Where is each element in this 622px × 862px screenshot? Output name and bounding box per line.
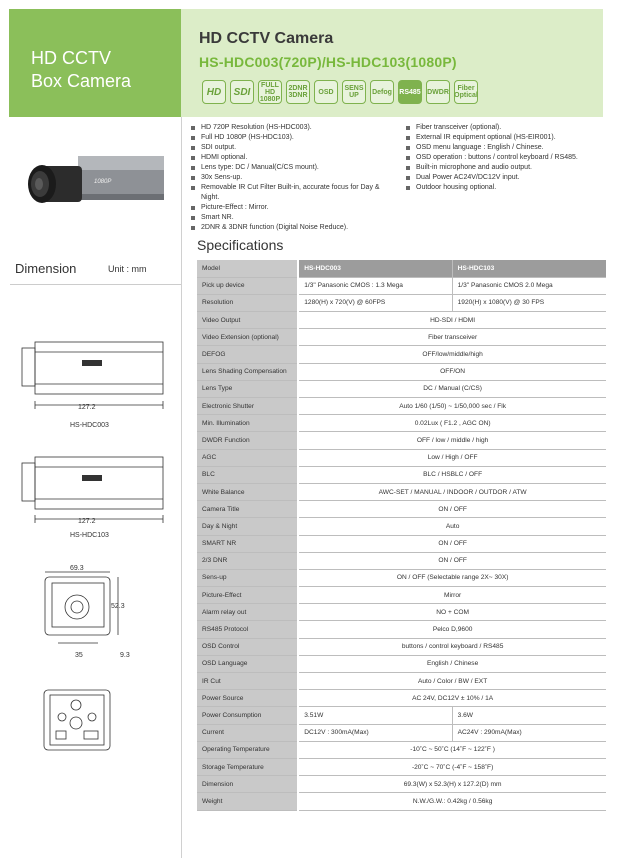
spec-value: -10˚C ~ 50˚C (14˚F ~ 122˚F ) [298,741,606,758]
spec-value: Mirror [298,587,606,604]
spec-label: Electronic Shutter [197,398,298,415]
spec-row [197,621,606,638]
spec-title: Specifications [197,237,284,253]
spec-value: BLC / HSBLC / OFF [298,466,606,483]
defog-icon: Defog [370,80,394,104]
spec-value: English / Chinese [298,655,606,672]
feature-list-right [406,123,606,193]
spec-label: Weight [197,793,298,810]
spec-row [197,466,606,483]
dwdr-icon: DWDR [426,80,450,104]
spec-row [197,707,606,724]
sdi-icon: SDI [230,80,254,104]
spec-value: Auto [298,518,606,535]
spec-row [197,518,606,535]
header-product-panel [181,9,603,117]
sens-up-icon: SENS UP [342,80,366,104]
spec-label: DWDR Function [197,432,298,449]
spec-row [197,380,606,397]
feature-item: OSD operation : buttons / control keyboard / RS485. [406,153,606,163]
spec-row [197,449,606,466]
spec-value: Fiber transceiver [298,329,606,346]
spec-row [197,690,606,707]
svg-text:1080P: 1080P [94,179,112,185]
spec-label: Min. Illumination [197,415,298,432]
spec-row [197,398,606,415]
spec-value: OFF/ON [298,363,606,380]
spec-value-hdc003: HS-HDC003 [298,260,452,277]
spec-label: OSD Language [197,655,298,672]
spec-value: buttons / control keyboard / RS485 [298,638,606,655]
spec-row [197,260,606,277]
spec-value-hdc003: DC12V : 300mA(Max) [298,724,452,741]
spec-row [197,535,606,552]
spec-value: ON / OFF (Selectable range 2X~ 30X) [298,569,606,586]
spec-label: Camera Title [197,501,298,518]
spec-row [197,673,606,690]
spec-value-hdc103: AC24V : 290mA(Max) [452,724,606,741]
caption-hdc003: HS-HDC003 [70,422,109,429]
spec-label: Sens-up [197,569,298,586]
spec-value: DC / Manual (C/CS) [298,380,606,397]
dimension-drawings [10,285,181,858]
caption-hdc103: HS-HDC103 [70,532,109,539]
dimension-title: Dimension [15,261,77,276]
spec-value: OFF / low / middle / high [298,432,606,449]
feature-icons [202,80,478,104]
spec-value-hdc003: 3.51W [298,707,452,724]
spec-value: ON / OFF [298,501,606,518]
2dnr-3dnr-icon: 2DNR 3DNR [286,80,310,104]
front-view-width: 69.3 [70,565,84,572]
spec-label: DEFOG [197,346,298,363]
feature-item: SDI output. [191,143,391,153]
spec-value-hdc003: 1/3" Panasonic CMOS : 1.3 Mega [298,277,452,294]
hd-icon: HD [202,80,226,104]
feature-item: 2DNR & 3DNR function (Digital Noise Reduce). [191,223,391,233]
spec-value-hdc003: 1280(H) x 720(V) @ 60FPS [298,294,452,311]
spec-label: Power Consumption [197,707,298,724]
feature-item: External IR equipment optional (HS-EIR001). [406,133,606,143]
spec-row [197,312,606,329]
feature-item: Outdoor housing optional. [406,183,606,193]
feature-item: HDMI optional. [191,153,391,163]
spec-value: ON / OFF [298,535,606,552]
spec-value: -20˚C ~ 70˚C (-4˚F ~ 158˚F) [298,758,606,775]
spec-label: Resolution [197,294,298,311]
spec-label: Dimension [197,776,298,793]
spec-value: Low / High / OFF [298,449,606,466]
spec-value: 0.02Lux ( F1.2 , AGC ON) [298,415,606,432]
fiber-option-icon: Fiber Optical [454,80,478,104]
spec-label: Video Extension (optional) [197,329,298,346]
spec-label: RS485 Protocol [197,621,298,638]
spec-row [197,655,606,672]
spec-label: Current [197,724,298,741]
spec-value: Auto / Color / BW / EXT [298,673,606,690]
feature-item: Fiber transceiver (optional). [406,123,606,133]
spec-label: BLC [197,466,298,483]
spec-row [197,277,606,294]
spec-row [197,604,606,621]
spec-value-hdc103: HS-HDC103 [452,260,606,277]
full-hd-icon: FULL HD 1080P [259,81,281,103]
spec-label: Lens Type [197,380,298,397]
spec-label: AGC [197,449,298,466]
feature-item: 30x Sens-up. [191,173,391,183]
spec-label: Pick up device [197,277,298,294]
spec-row [197,501,606,518]
spec-value: ON / OFF [298,552,606,569]
spec-row [197,346,606,363]
spec-label: SMART NR [197,535,298,552]
category-line2: Box Camera [31,71,132,91]
front-view-height: 52.3 [111,603,125,610]
spec-row [197,776,606,793]
feature-item: OSD menu language : English / Chinese. [406,143,606,153]
spec-row [197,638,606,655]
spec-row [197,552,606,569]
spec-value-hdc103: 1/3" Panasonic CMOS 2.0 Mega [452,277,606,294]
category-title [31,47,131,93]
feature-item: Dual Power AC24V/DC12V input. [406,173,606,183]
spec-label: Model [197,260,298,277]
camera-photo [22,150,167,225]
spec-row [197,483,606,500]
spec-row [197,724,606,741]
feature-item: Picture-Effect : Mirror. [191,203,391,213]
feature-item: Removable IR Cut Filter Built-in, accurate focus for Day & Night. [191,183,391,203]
feature-item: Built-in microphone and audio output. [406,163,606,173]
front-view-side: 9.3 [120,652,130,659]
spec-row [197,363,606,380]
spec-value: 69.3(W) x 52.3(H) x 127.2(D) mm [298,776,606,793]
header-category-panel [9,9,181,117]
spec-value: Auto 1/60 (1/50) ~ 1/50,000 sec / Flk [298,398,606,415]
spec-row [197,432,606,449]
spec-row [197,587,606,604]
spec-row [197,415,606,432]
spec-label: Video Output [197,312,298,329]
rs485-icon: RS485 [398,80,422,104]
front-view-bottom: 35 [75,652,83,659]
spec-row [197,758,606,775]
spec-value-hdc103: 1920(H) x 1080(V) @ 30 FPS [452,294,606,311]
spec-value: AWC-SET / MANUAL / INDOOR / OUTDOR / ATW [298,483,606,500]
spec-label: Power Source [197,690,298,707]
osd-icon: OSD [314,80,338,104]
feature-item: HD 720P Resolution (HS-HDC003). [191,123,391,133]
spec-value: HD-SDI / HDMI [298,312,606,329]
spec-label: Picture-Effect [197,587,298,604]
spec-row [197,569,606,586]
spec-row [197,793,606,810]
spec-label: Storage Temperature [197,758,298,775]
spec-label: Lens Shading Compensation [197,363,298,380]
side-view-length-1: 127.2 [78,404,96,411]
side-view-length-2: 127.2 [78,518,96,525]
column-divider [181,117,182,858]
spec-label: Operating Temperature [197,741,298,758]
spec-table [197,260,606,811]
dimension-unit: Unit : mm [108,264,147,274]
feature-list-left [191,123,391,233]
spec-row [197,741,606,758]
spec-value: AC 24V, DC12V ± 10% / 1A [298,690,606,707]
feature-item: Lens type: DC / Manual(C/CS mount). [191,163,391,173]
spec-value-hdc103: 3.6W [452,707,606,724]
feature-item: Smart NR. [191,213,391,223]
spec-label: IR Cut [197,673,298,690]
spec-row [197,294,606,311]
spec-label: Alarm relay out [197,604,298,621]
spec-row [197,329,606,346]
spec-value: OFF/low/middle/high [298,346,606,363]
spec-value: N.W./G.W.: 0.42kg / 0.56kg [298,793,606,810]
spec-label: White Balance [197,483,298,500]
spec-label: 2/3 DNR [197,552,298,569]
spec-value: NO + COM [298,604,606,621]
spec-value: Pelco D,9600 [298,621,606,638]
spec-label: Day & Night [197,518,298,535]
product-models: HS-HDC003(720P)/HS-HDC103(1080P) [199,54,457,70]
category-line1: HD CCTV [31,48,111,68]
spec-label: OSD Control [197,638,298,655]
feature-item: Full HD 1080P (HS-HDC103). [191,133,391,143]
product-title: HD CCTV Camera [199,30,334,47]
